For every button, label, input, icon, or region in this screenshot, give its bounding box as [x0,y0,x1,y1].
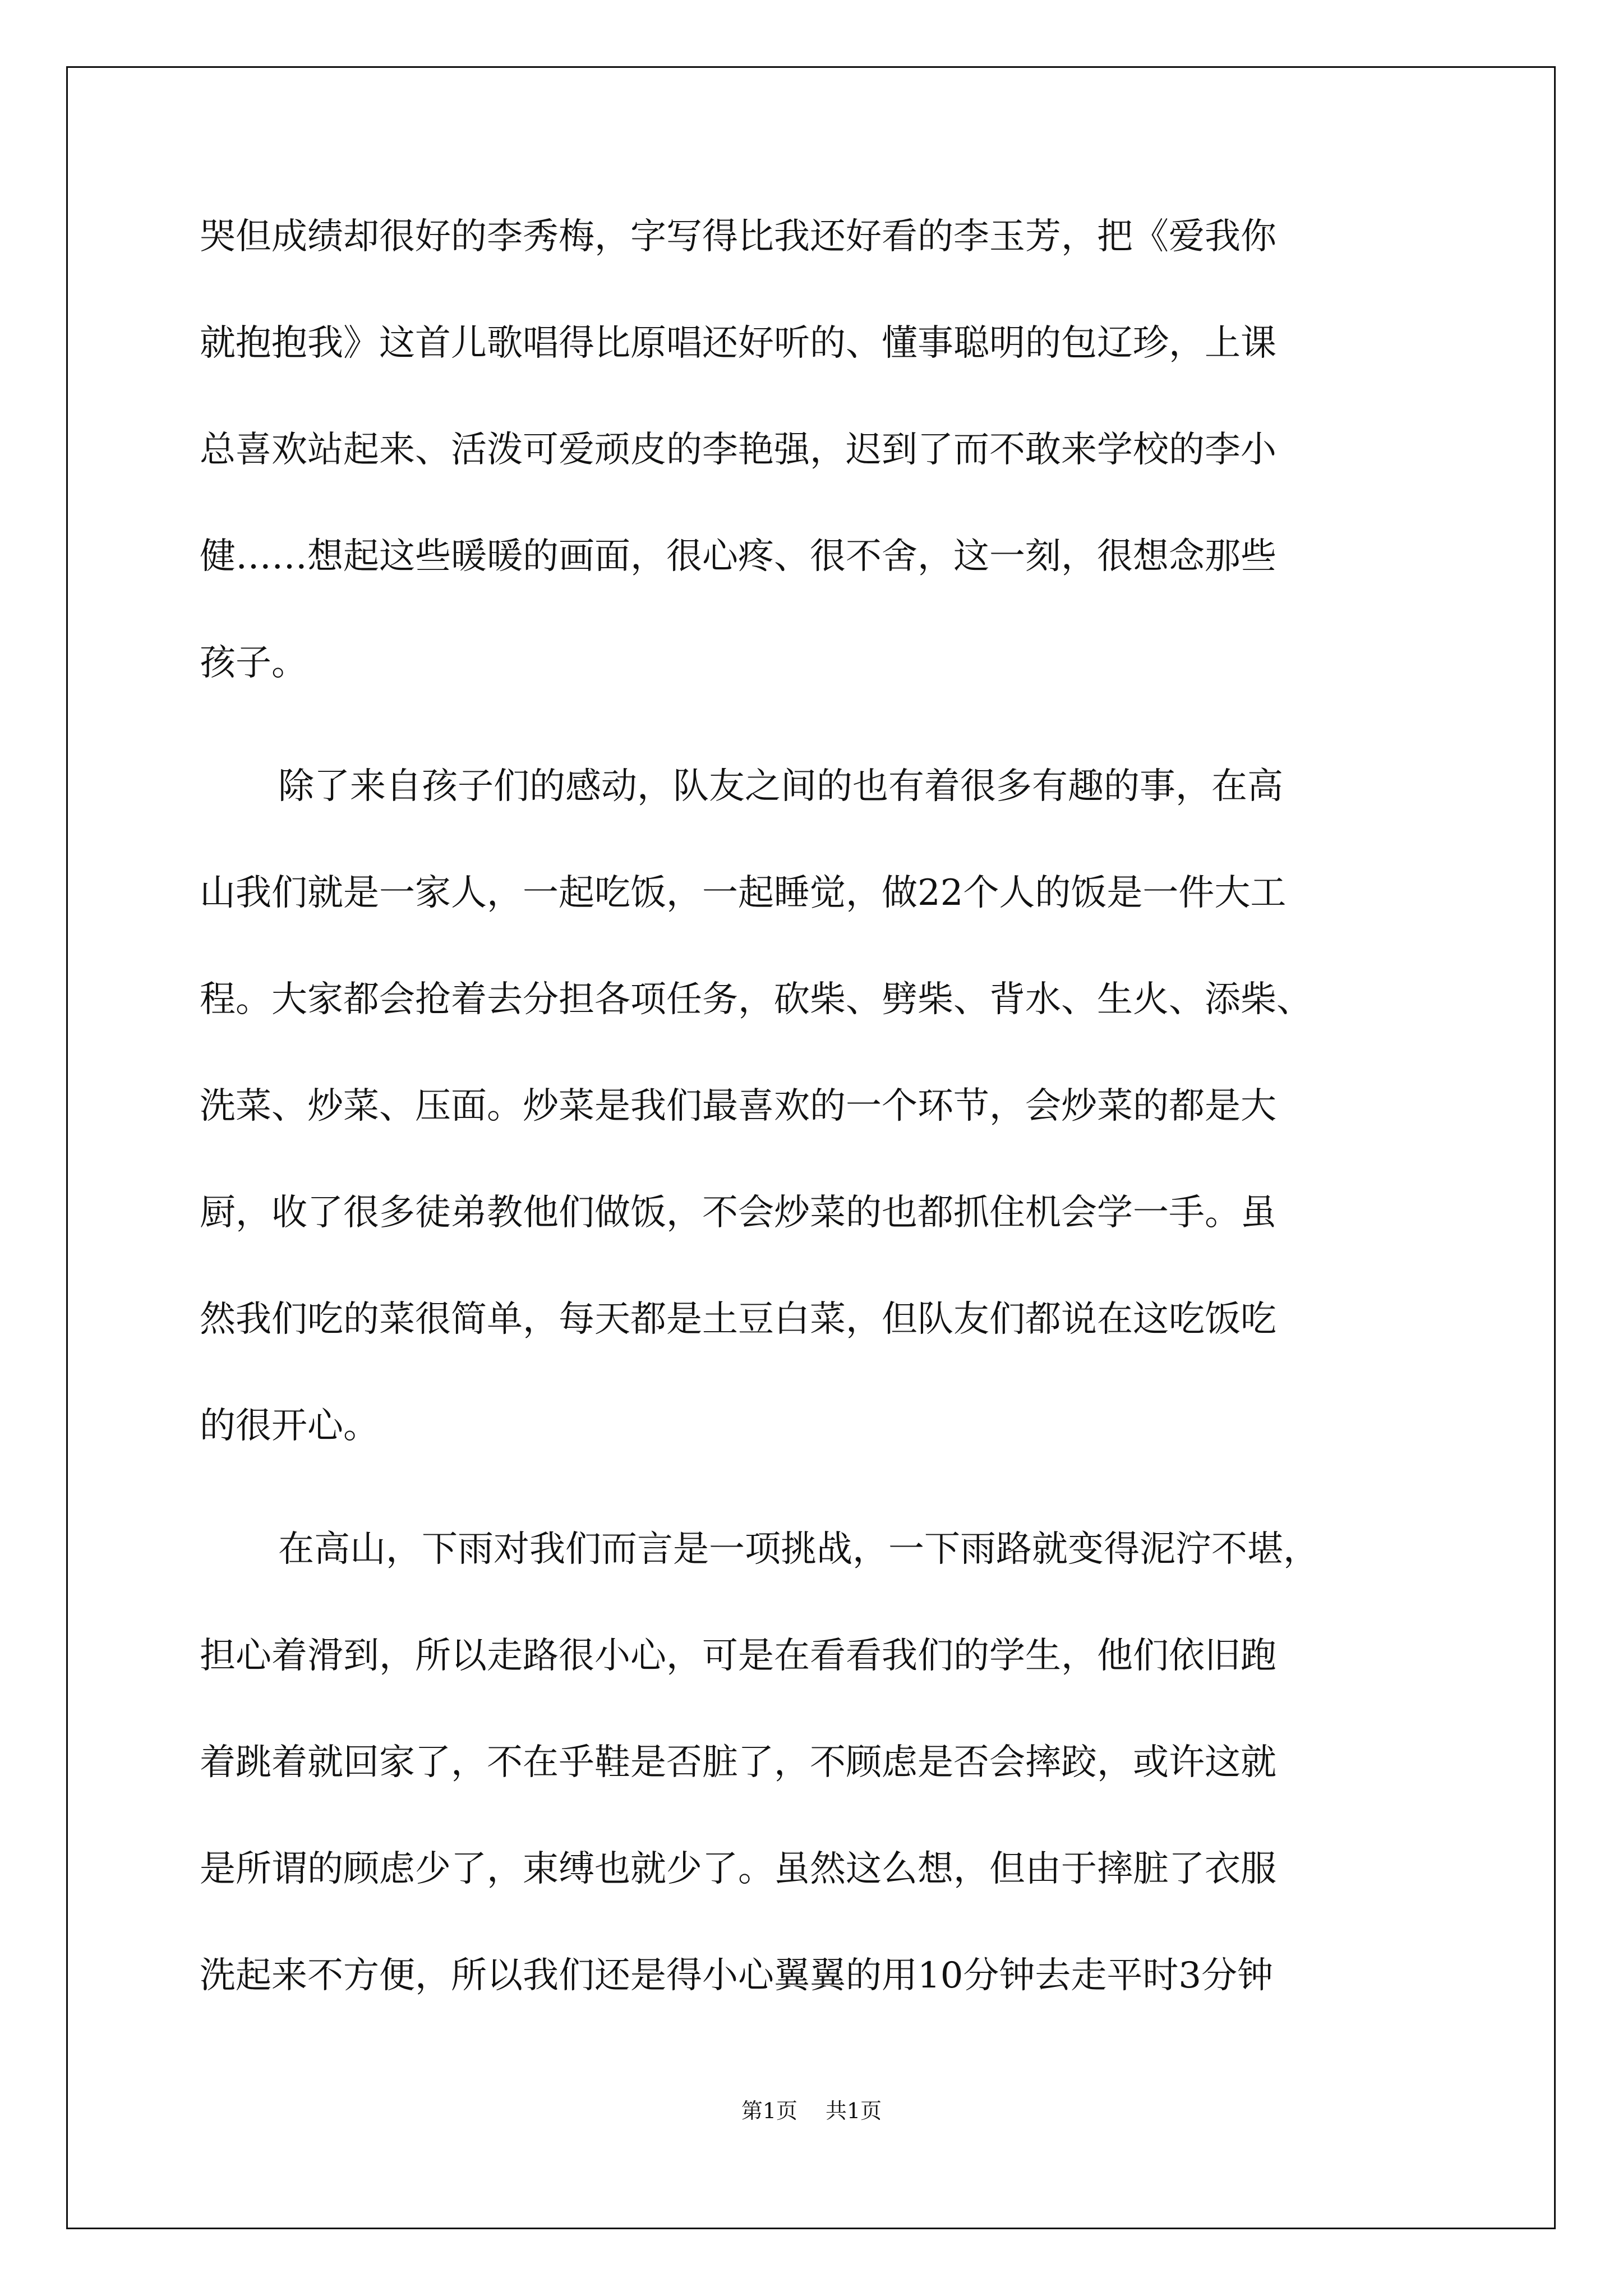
text-line: 程。大家都会抢着去分担各项任务，砍柴、劈柴、背水、生火、添柴、 [200,979,1312,1020]
text-line: 哭但成绩却很好的李秀梅，字写得比我还好看的李玉芳，把《爱我你 [200,216,1276,257]
paragraph-first-line: 除了来自孩子们的感动，队友之间的也有着很多有趣的事，在高 [278,766,1283,807]
text-line: 孩子。 [200,642,307,684]
text-line: 着跳着就回家了，不在乎鞋是否脏了，不顾虑是否会摔跤，或许这就 [200,1742,1276,1783]
text-line: 就抱抱我》这首儿歌唱得比原唱还好听的、懂事聪明的包辽珍，上课 [200,323,1276,364]
text-line: 担心着滑到，所以走路很小心，可是在看看我们的学生，他们依旧跑 [200,1635,1276,1677]
text-line: 总喜欢站起来、活泼可爱顽皮的李艳强，迟到了而不敢来学校的李小 [200,429,1276,471]
text-line: 厨，收了很多徒弟教他们做饭，不会炒菜的也都抓住机会学一手。虽 [200,1192,1276,1234]
text-line: 的很开心。 [200,1405,379,1447]
text-line: 是所谓的顾虑少了，束缚也就少了。虽然这么想，但由于摔脏了衣服 [200,1848,1276,1890]
text-line: 洗菜、炒菜、压面。炒菜是我们最喜欢的一个环节，会炒菜的都是大 [200,1085,1276,1127]
text-line: 山我们就是一家人，一起吃饭，一起睡觉，做22个人的饭是一件大工 [200,872,1287,914]
text-line: 健……想起这些暖暖的画面，很心疼、很不舍，这一刻，很想念那些 [200,536,1276,577]
text-line: 然我们吃的菜很简单，每天都是土豆白菜，但队友们都说在这吃饭吃 [200,1299,1276,1340]
text-line: 洗起来不方便，所以我们还是得小心翼翼的用10分钟去走平时3分钟 [200,1955,1274,1996]
paragraph-first-line: 在高山，下雨对我们而言是一项挑战，一下雨路就变得泥泞不堪， [278,1529,1319,1570]
page-footer [0,2097,1623,2125]
page-border [66,66,1556,2229]
page-number-current: 第1页 [741,2099,797,2123]
page-number-total: 共1页 [826,2099,882,2123]
